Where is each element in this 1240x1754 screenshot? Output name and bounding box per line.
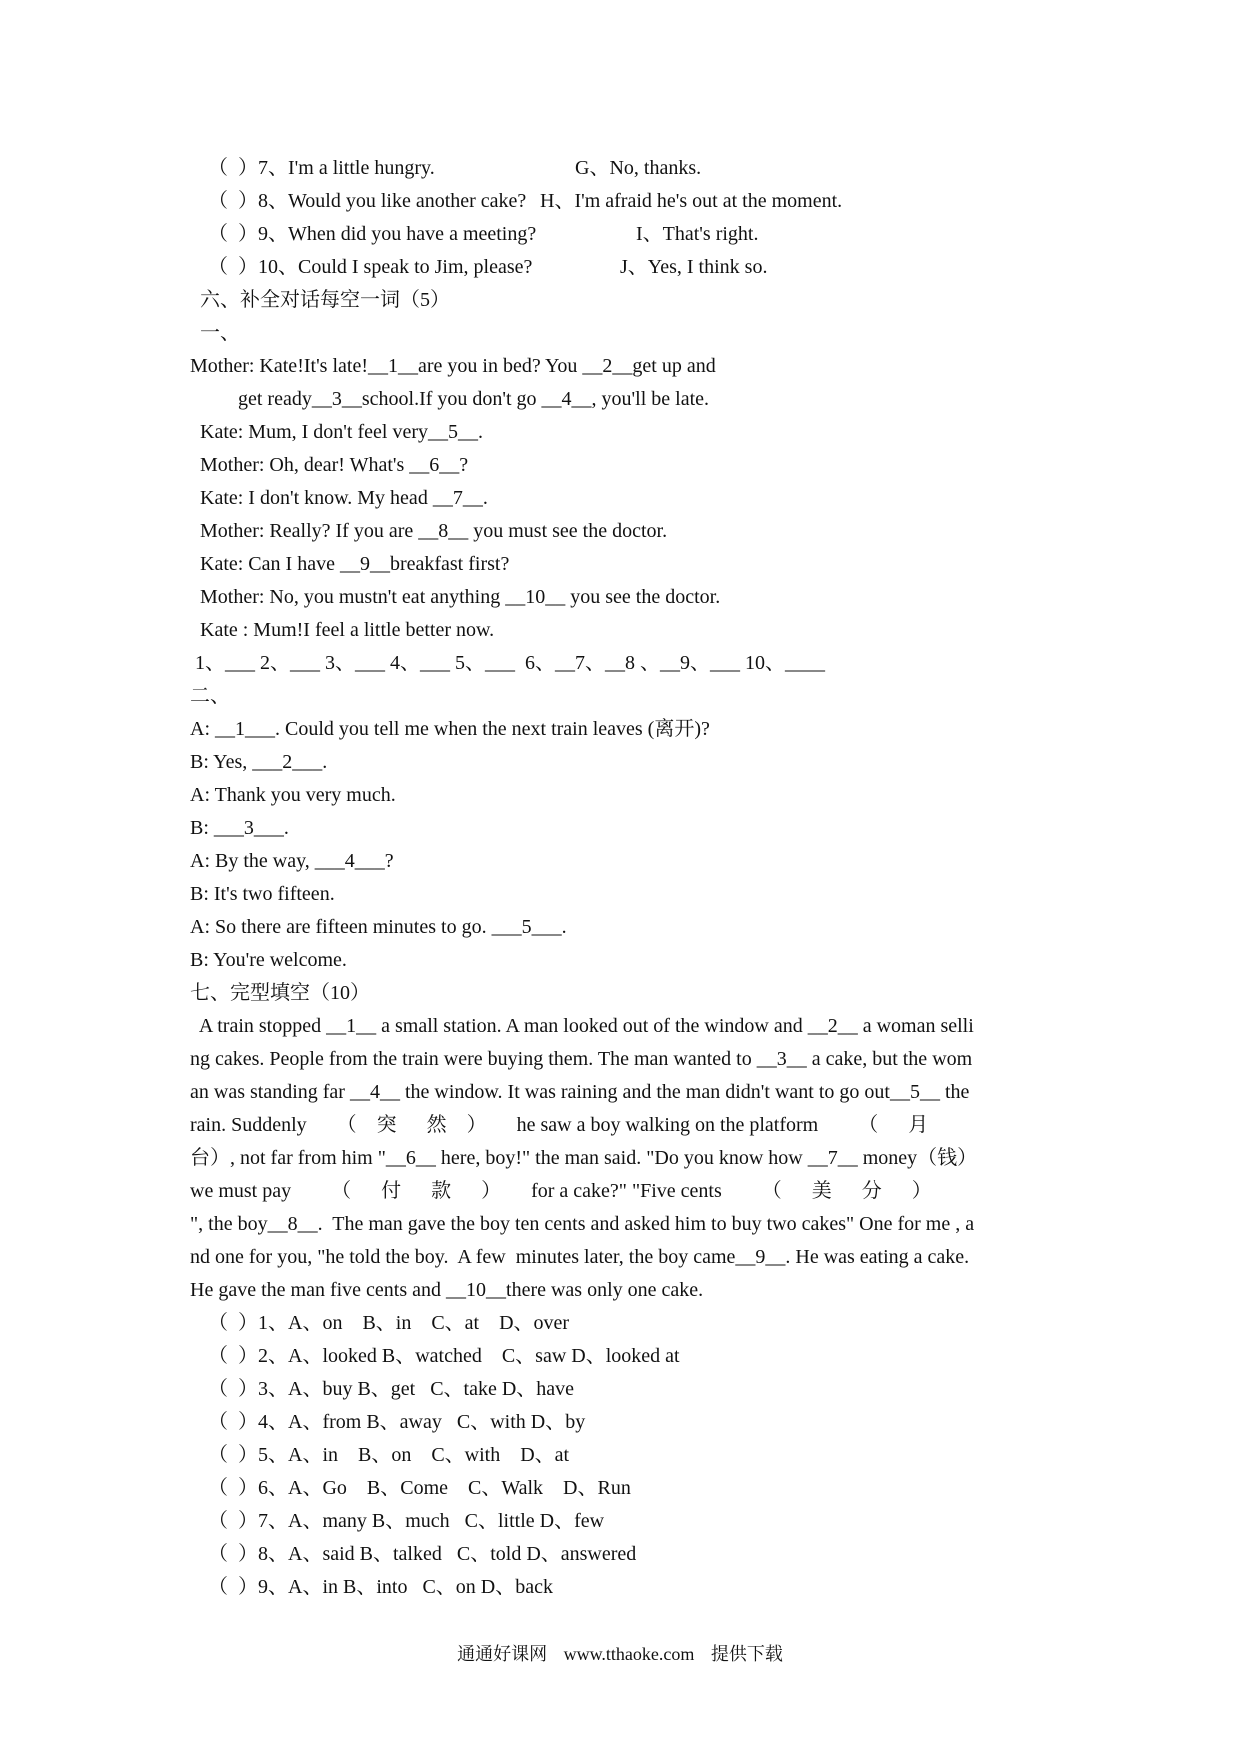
dialogue-1-line: Mother: Really? If you are __8__ you must see the doctor. [200, 520, 668, 542]
dialogue-1-line: Mother: No, you mustn't eat anything __10__ you see the doctor. [200, 586, 721, 608]
option-line: （ ）2、A、looked B、watched C、saw D、looked at [208, 1345, 680, 1367]
section-6-part-1-label: 一、 [200, 322, 240, 344]
option-line: （ ）8、A、said B、talked C、told D、answered [208, 1543, 637, 1565]
dialogue-1-line: Mother: Kate!It's late!__1__are you in bed? You __2__get up and [190, 355, 716, 377]
passage-line: we must pay （ 付 款 ） for a cake?" "Five cents （ 美 分 ） [190, 1180, 932, 1202]
matching-question-7: （ ）7、I'm a little hungry. [208, 157, 435, 179]
matching-answer-g: G、No, thanks. [575, 157, 702, 179]
option-line: （ ）5、A、in B、on C、with D、at [208, 1444, 570, 1466]
matching-answer-h: H、I'm afraid he's out at the moment. [540, 190, 843, 212]
section-6-part-2-label: 二、 [190, 685, 230, 707]
matching-answer-j: J、Yes, I think so. [620, 256, 768, 278]
option-line: （ ）3、A、buy B、get C、take D、have [208, 1378, 575, 1400]
passage-line: 台）, not far from him "__6__ here, boy!" the man said. "Do you know how __7__ money（钱） [190, 1147, 978, 1169]
passage-line: ng cakes. People from the train were buying them. The man wanted to __3__ a cake, but the wom [190, 1048, 973, 1070]
matching-question-8: （ ）8、Would you like another cake? [208, 190, 527, 212]
footer-site-name: 通通好课网 [457, 1644, 548, 1664]
dialogue-2-line: B: ___3___. [190, 817, 289, 839]
passage-line: ", the boy__8__. The man gave the boy ten cents and asked him to buy two cakes" One for me , a [190, 1213, 975, 1235]
dialogue-2-line: A: By the way, ___4___? [190, 850, 394, 872]
matching-question-10: （ ）10、Could I speak to Jim, please? [208, 256, 533, 278]
page-footer [0, 1640, 1240, 1666]
dialogue-2-line: A: Thank you very much. [190, 784, 396, 806]
section-6-title: 六、补全对话每空一词（5） [200, 289, 450, 311]
passage-line: He gave the man five cents and __10__there was only one cake. [190, 1279, 704, 1301]
dialogue-1-line: Kate: Mum, I don't feel very__5__. [200, 421, 483, 443]
passage-line: an was standing far __4__ the window. It was raining and the man didn't want to go out__5__ the [190, 1081, 970, 1103]
dialogue-2-line: B: You're welcome. [190, 949, 347, 971]
footer-url[interactable]: www.tthaoke.com [563, 1644, 695, 1664]
footer-suffix: 提供下载 [710, 1644, 783, 1664]
dialogue-2-line: B: Yes, ___2___. [190, 751, 328, 773]
matching-question-9: （ ）9、When did you have a meeting? [208, 223, 537, 245]
passage-line: rain. Suddenly （ 突 然 ） he saw a boy walking on the platform （ 月 [190, 1114, 929, 1136]
dialogue-1-line: Kate: I don't know. My head __7__. [200, 487, 488, 509]
passage-line: A train stopped __1__ a small station. A man looked out of the window and __2__ a woman selli [190, 1015, 974, 1037]
dialogue-1-line: Mother: Oh, dear! What's __6__? [200, 454, 469, 476]
option-line: （ ）1、A、on B、in C、at D、over [208, 1312, 570, 1334]
dialogue-2-line: A: __1___. Could you tell me when the next train leaves (离开)? [190, 718, 710, 740]
option-line: （ ）4、A、from B、away C、with D、by [208, 1411, 586, 1433]
section-7-title: 七、完型填空（10） [190, 982, 370, 1004]
dialogue-1-line: get ready__3__school.If you don't go __4__, you'll be late. [238, 388, 710, 410]
option-line: （ ）9、A、in B、into C、on D、back [208, 1576, 553, 1598]
matching-answer-i: I、That's right. [636, 223, 759, 245]
option-line: （ ）6、A、Go B、Come C、Walk D、Run [208, 1477, 631, 1499]
answer-blanks: 1、___ 2、___ 3、___ 4、___ 5、___ 6、__7、__8 、__9、___ 10、____ [195, 652, 825, 674]
dialogue-1-line: Kate: Can I have __9__breakfast first? [200, 553, 510, 575]
dialogue-1-line: Kate : Mum!I feel a little better now. [200, 619, 495, 641]
dialogue-2-line: A: So there are fifteen minutes to go. ___5___. [190, 916, 567, 938]
passage-line: nd one for you, "he told the boy. A few minutes later, the boy came__9__. He was eating a cake. [190, 1246, 970, 1268]
option-line: （ ）7、A、many B、much C、little D、few [208, 1510, 605, 1532]
dialogue-2-line: B: It's two fifteen. [190, 883, 335, 905]
